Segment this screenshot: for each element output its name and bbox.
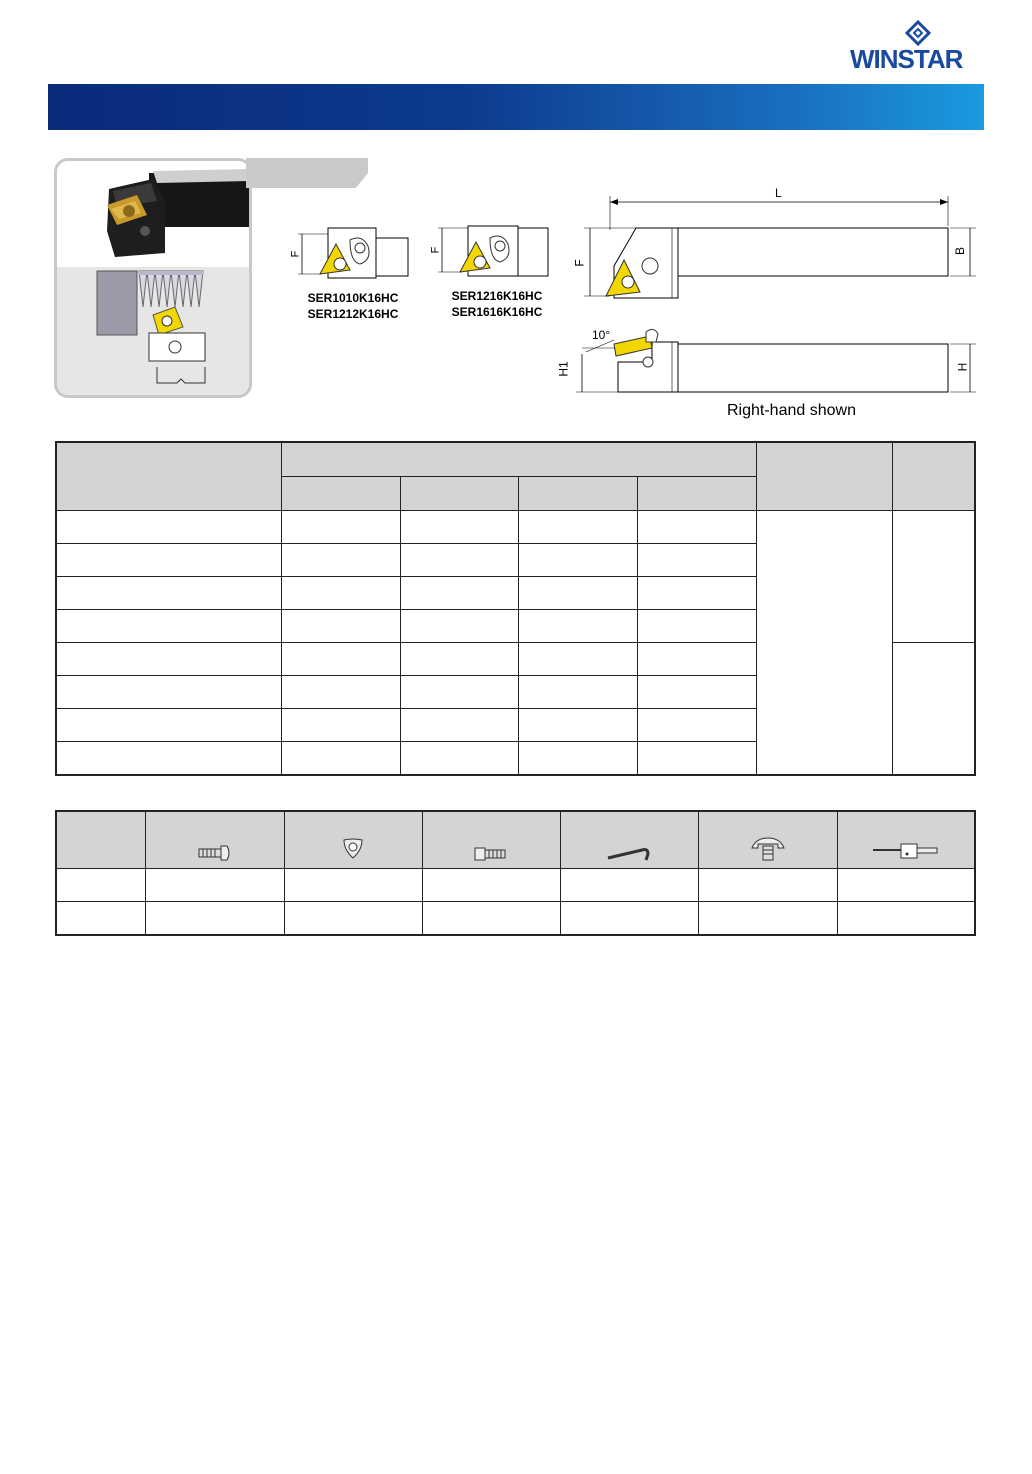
dim-label-h1: H1	[556, 361, 571, 377]
table-cell	[56, 642, 282, 675]
model-label: SER1212K16HC	[307, 307, 399, 321]
table-cell	[282, 741, 401, 775]
table-cell	[698, 902, 837, 936]
table-row	[56, 869, 975, 902]
winstar-logo	[846, 20, 988, 76]
table-cell	[400, 642, 519, 675]
head-diagram-b	[429, 222, 556, 284]
table-cell	[282, 543, 401, 576]
table-cell	[638, 675, 757, 708]
table-cell	[282, 609, 401, 642]
table-cell	[837, 902, 975, 936]
header-parts-model	[56, 811, 146, 869]
table-cell	[638, 576, 757, 609]
header-banner	[48, 84, 984, 130]
table-cell	[519, 609, 638, 642]
table-cell	[561, 902, 699, 936]
table-cell	[519, 642, 638, 675]
table-cell	[400, 543, 519, 576]
logo-text: WINSTAR	[850, 44, 963, 74]
table-cell	[638, 741, 757, 775]
table-cell	[400, 609, 519, 642]
dim-label-f: F	[572, 259, 587, 267]
table-cell	[698, 869, 837, 902]
table-row	[56, 510, 975, 543]
table-cell	[56, 510, 282, 543]
product-photo-card	[54, 158, 252, 398]
specification-table	[55, 441, 976, 776]
header-wrench	[837, 811, 975, 869]
dim-label-f: F	[429, 246, 442, 254]
header-parts-group	[892, 442, 975, 510]
dim-label-h: H	[955, 362, 970, 372]
clamp-icon	[748, 834, 788, 862]
header-shim	[284, 811, 422, 869]
table-cell	[56, 869, 146, 902]
dim-label-f: F	[289, 250, 302, 258]
table-cell	[519, 708, 638, 741]
insert-merged-cell	[756, 510, 892, 775]
angle-label: 10°	[592, 328, 611, 342]
table-cell	[56, 543, 282, 576]
table-cell	[146, 902, 285, 936]
table-cell	[638, 510, 757, 543]
threading-schematic	[57, 267, 249, 395]
table-row	[56, 902, 975, 936]
table-cell	[56, 902, 146, 936]
logo-diamond-icon	[904, 20, 932, 46]
table-cell	[638, 708, 757, 741]
model-label: SER1010K16HC	[307, 291, 399, 305]
table-cell	[282, 576, 401, 609]
header-hex-key	[561, 811, 699, 869]
tool-holder-photo	[57, 161, 249, 265]
group-merged-cell	[892, 510, 975, 642]
side-view-diagram	[556, 322, 980, 398]
table-cell	[56, 576, 282, 609]
diagram-caption: Right-hand shown	[727, 402, 856, 419]
table-cell	[282, 708, 401, 741]
table-cell	[400, 675, 519, 708]
header-dim-col	[519, 476, 638, 510]
header-dim-col	[638, 476, 757, 510]
table-cell	[638, 543, 757, 576]
model-label: SER1616K16HC	[451, 305, 543, 319]
header-model	[56, 442, 282, 510]
table-cell	[561, 869, 699, 902]
table-cell	[422, 869, 561, 902]
table-cell	[638, 609, 757, 642]
header-dim-col	[400, 476, 519, 510]
header-shim-screw	[146, 811, 285, 869]
clamp-screw-icon	[471, 846, 511, 862]
wrench-icon	[871, 842, 941, 862]
table-cell	[519, 675, 638, 708]
table-cell	[422, 902, 561, 936]
table-cell	[282, 510, 401, 543]
table-cell	[519, 576, 638, 609]
table-cell	[400, 576, 519, 609]
shim-icon	[340, 836, 366, 862]
table-cell	[56, 609, 282, 642]
photo-tab	[246, 158, 368, 188]
table-cell	[400, 708, 519, 741]
model-label-group-b	[436, 288, 558, 320]
table-cell	[282, 642, 401, 675]
model-label: SER1216K16HC	[451, 289, 543, 303]
header-clamp-screw	[422, 811, 561, 869]
table-cell	[519, 741, 638, 775]
header-insert	[756, 442, 892, 510]
head-diagram-a	[289, 224, 416, 286]
top-view-diagram	[570, 186, 980, 302]
table-cell	[56, 708, 282, 741]
table-cell	[400, 510, 519, 543]
table-cell	[519, 510, 638, 543]
table-cell	[284, 869, 422, 902]
table-cell	[56, 741, 282, 775]
model-label-group-a	[296, 290, 410, 322]
table-cell	[146, 869, 285, 902]
header-dim-col	[282, 476, 401, 510]
table-cell	[56, 675, 282, 708]
dim-label-b: B	[953, 246, 968, 256]
table-cell	[284, 902, 422, 936]
header-clamp	[698, 811, 837, 869]
shim-screw-icon	[195, 844, 235, 862]
group-merged-cell	[892, 642, 975, 775]
table-cell	[519, 543, 638, 576]
table-cell	[837, 869, 975, 902]
table-cell	[282, 675, 401, 708]
table-cell	[638, 642, 757, 675]
hex-key-icon	[606, 842, 654, 862]
header-dimensions	[282, 442, 757, 476]
dim-label-l: L	[775, 186, 782, 200]
spare-parts-table	[55, 810, 976, 936]
table-cell	[400, 741, 519, 775]
